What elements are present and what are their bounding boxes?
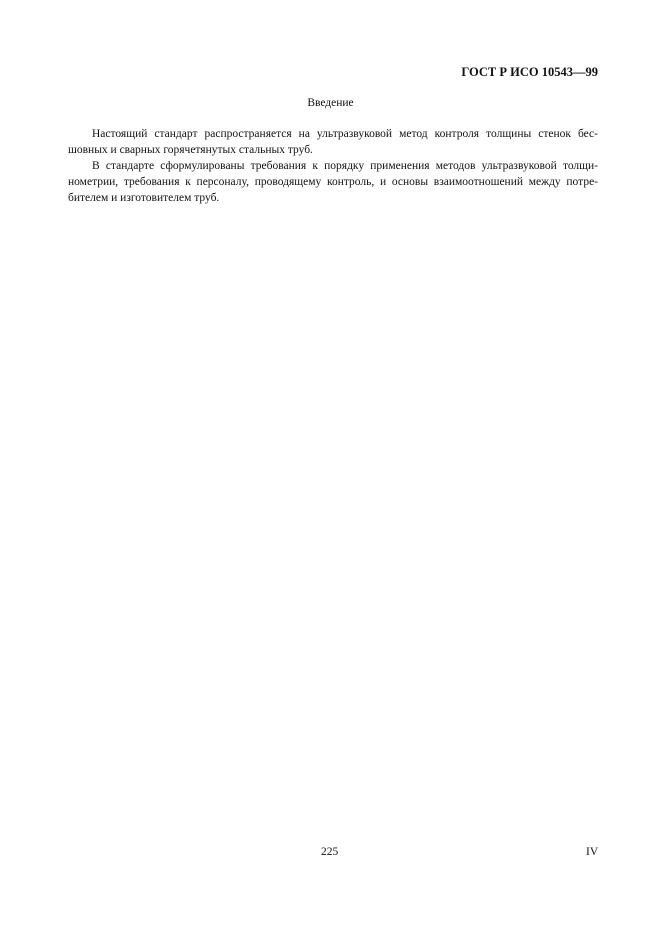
text-line: шовных и сварных горячетянутых стальных труб.: [68, 144, 313, 156]
paragraph: [68, 158, 598, 206]
page-number: 225: [321, 846, 339, 858]
text-line: бителем и изготовителем труб.: [68, 192, 220, 204]
section-title: Введение: [307, 97, 354, 109]
paragraph: [68, 126, 598, 158]
text-line: Настоящий стандарт распространяется на ультразвуковой метод контроля толщины стенок бес-: [92, 128, 598, 140]
document-code: ГОСТ Р ИСО 10543—99: [461, 65, 598, 79]
text-line: нометрии, требования к персоналу, проводящему контроль, и основы взаимоотношений между потре-: [68, 176, 598, 188]
roman-page-number: IV: [586, 846, 599, 858]
text-line: В стандарте сформулированы требования к порядку применения методов ультразвуковой толщи-: [92, 160, 598, 172]
document-body: [68, 126, 598, 206]
